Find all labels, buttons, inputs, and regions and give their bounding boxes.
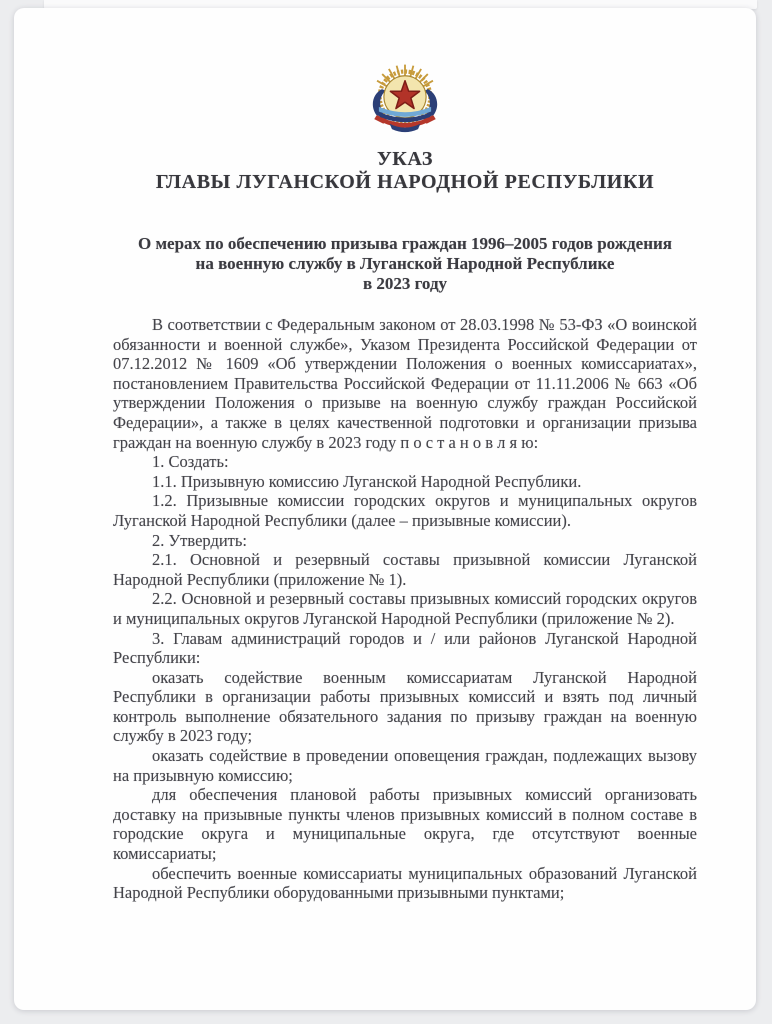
document-subject [113, 234, 697, 294]
subject-line: О мерах по обеспечению призыва граждан 1996–2005 годов рождения [138, 234, 672, 253]
paragraph: для обеспечения плановой работы призывных комиссий организовать доставку на призывные пункты членов призывных комиссий в полном составе в городские округа и муниципальные округа, где отсутствуют военные комиссариаты; [113, 785, 697, 864]
paragraph: В соответствии с Федеральным законом от 28.03.1998 № 53-ФЗ «О воинской обязанности и военной службе», Указом Президента Российской Федерации от 07.12.2012 № 1609 «Об утверждении Положения о военных комиссариатах», постановлением Правительства Российской Федерации от 11.11.2006 № 663 «Об утверждении Положения о призыве на военную службу граждан Российской Федерации», а также в целях качественной подготовки и организации призыва граждан на военную службу в 2023 году п о с т а н о в л я ю: [113, 315, 697, 452]
document-content [14, 8, 756, 903]
paragraph: 3. Главам администраций городов и / или районов Луганской Народной Республики: [113, 628, 697, 668]
document-title [113, 148, 697, 194]
paragraph: 2. Утвердить: [152, 530, 247, 550]
paragraph: оказать содействие военным комиссариатам Луганской Народной Республики в организации работы призывных комиссий и взять под личный контроль выполнение обязательного задания по призыву граждан на военную службу в 2023 году; [113, 667, 697, 746]
subject-line: в 2023 году [362, 274, 448, 293]
paragraph: 1.2. Призывные комиссии городских округов и муниципальных округов Луганской Народной Республики (далее – призывные комиссии). [113, 491, 697, 530]
document-page [14, 8, 756, 1010]
paragraph: 2.1. Основной и резервный составы призывной комиссии Луганской Народной Республики (приложение № 1). [113, 550, 697, 589]
paragraph: 2.2. Основной и резервный составы призывных комиссий городских округов и муниципальных округов Луганской Народной Республики (приложение № 2). [113, 589, 697, 628]
document-authority: ГЛАВЫ ЛУГАНСКОЙ НАРОДНОЙ РЕСПУБЛИКИ [155, 171, 655, 193]
paragraph: обеспечить военные комиссариаты муниципальных образований Луганской Народной Республики оборудованными призывными пунктами; [113, 863, 697, 903]
body-paragraphs [113, 315, 697, 903]
paragraph: оказать содействие в проведении оповещения граждан, подлежащих вызову на призывную комиссию; [113, 746, 697, 785]
lpr-coat-of-arms-icon [366, 60, 444, 146]
document-type: УКАЗ [376, 148, 434, 170]
paragraph: 1.1. Призывную комиссию Луганской Народной Республики. [152, 471, 582, 491]
paragraph: 1. Создать: [152, 452, 229, 472]
subject-line: на военную службу в Луганской Народной Республике [195, 254, 615, 273]
